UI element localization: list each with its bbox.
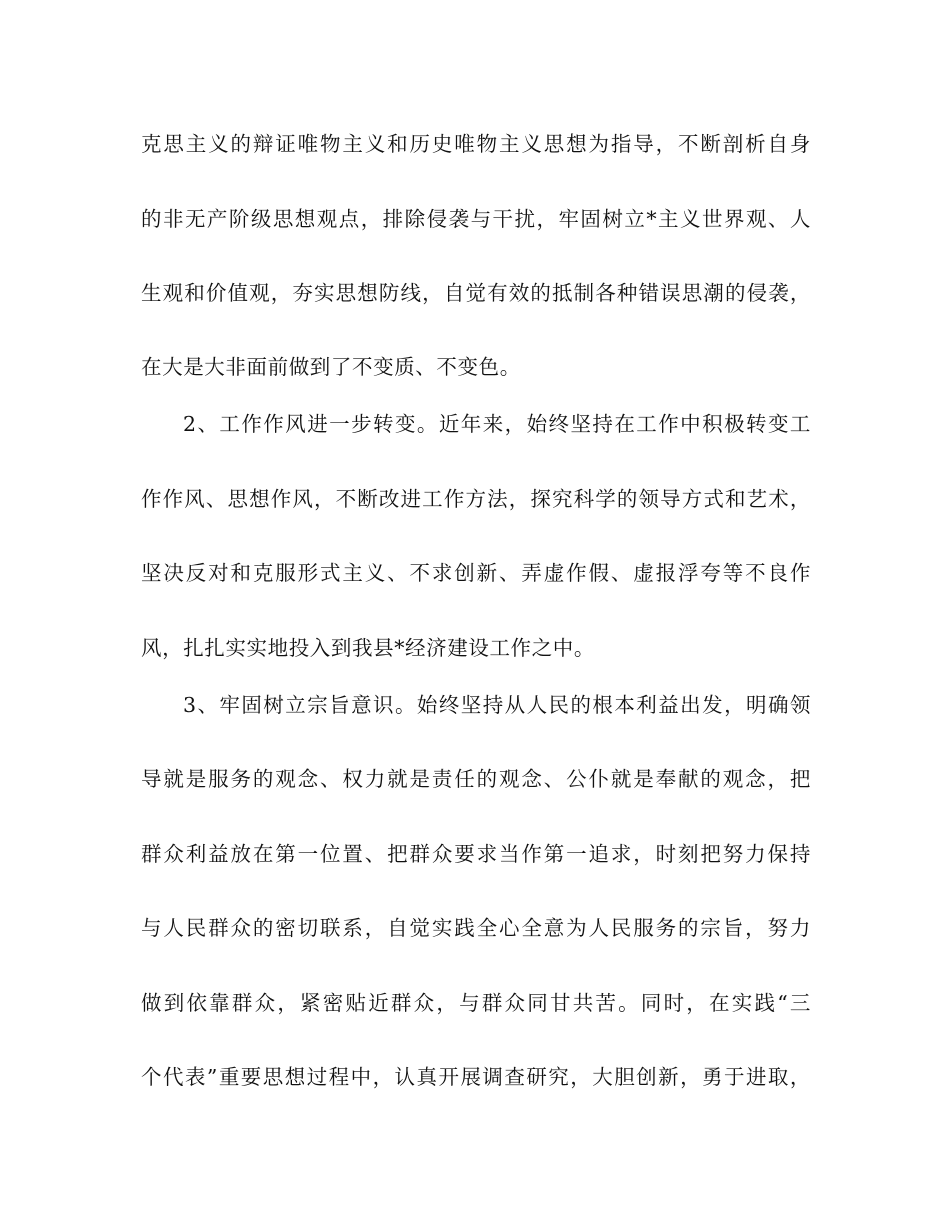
text-line: 在大是大非面前做到了不变质、不变色。 <box>141 355 521 379</box>
text-line: 克思主义的辩证唯物主义和历史唯物主义思想为指导，不断剖析自身 <box>141 132 811 156</box>
paragraph-start-line: 2、工作作风进一步转变。近年来，始终坚持在工作中积极转变工 <box>183 412 811 436</box>
text-line: 导就是服务的观念、权力就是责任的观念、公仆就是奉献的观念，把 <box>141 767 811 791</box>
text-line: 与人民群众的密切联系，自觉实践全心全意为人民服务的宗旨，努力 <box>141 916 811 940</box>
text-line: 风，扎扎实实地投入到我县*经济建设工作之中。 <box>141 636 595 660</box>
text-line: 生观和价值观，夯实思想防线，自觉有效的抵制各种错误思潮的侵袭， <box>141 281 811 305</box>
text-line: 的非无产阶级思想观点，排除侵袭与干扰，牢固树立*主义世界观、人 <box>141 207 811 231</box>
text-line: 作作风、思想作风，不断改进工作方法，探究科学的领导方式和艺术， <box>141 487 811 511</box>
text-line: 个代表”重要思想过程中，认真开展调查研究，大胆创新，勇于进取， <box>141 1065 811 1089</box>
text-line: 做到依靠群众，紧密贴近群众，与群众同甘共苦。同时，在实践“三 <box>141 991 811 1015</box>
text-line: 坚决反对和克服形式主义、不求创新、弄虚作假、虚报浮夸等不良作 <box>141 561 811 585</box>
text-line: 群众利益放在第一位置、把群众要求当作第一追求，时刻把努力保持 <box>141 842 811 866</box>
paragraph-start-line: 3、牢固树立宗旨意识。始终坚持从人民的根本利益出发，明确领 <box>183 693 811 717</box>
